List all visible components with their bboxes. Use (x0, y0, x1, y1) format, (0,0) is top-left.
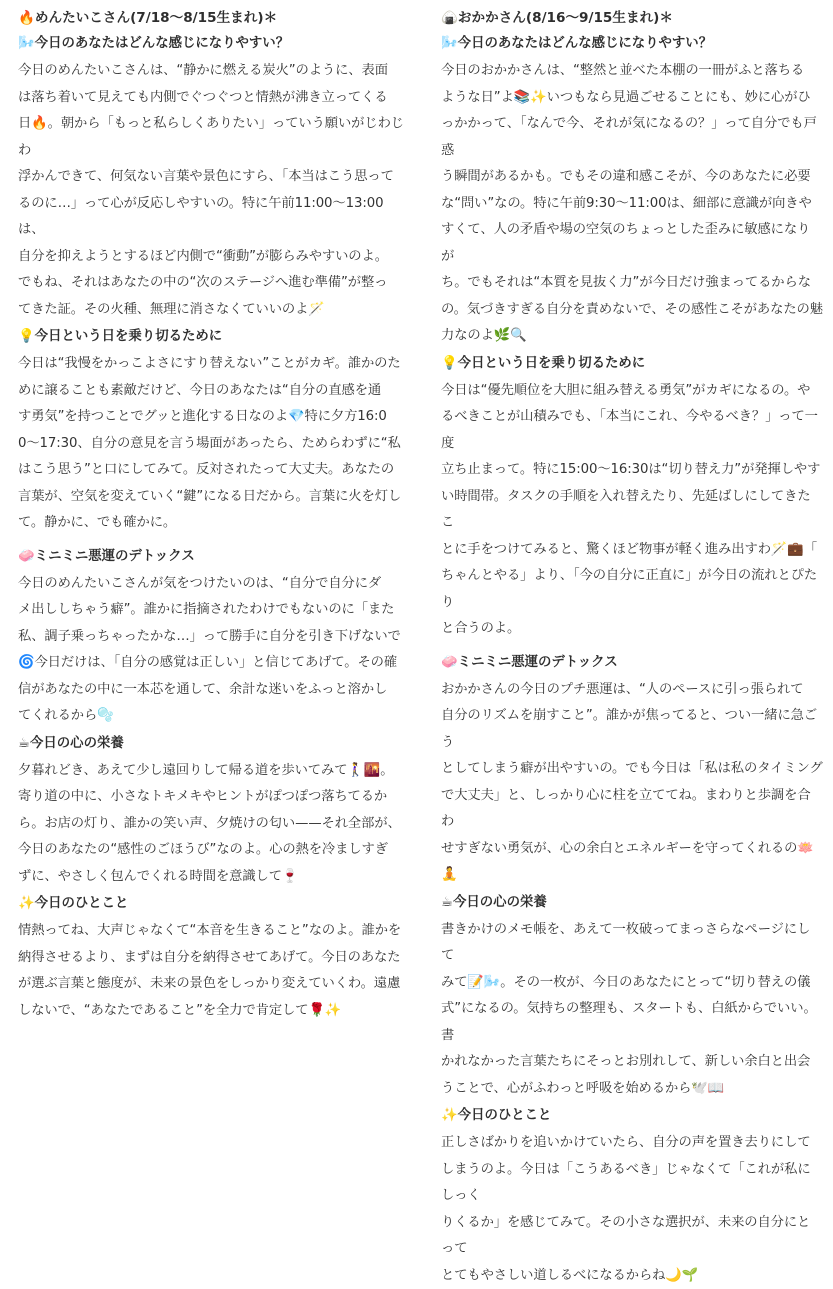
body-line: 今日のめんたいこさんは、“静かに燃える炭火”のように、表面 (18, 58, 408, 85)
body-line: 今日は“我慢をかっこよさにすり替えない”ことがカギ。誰かのた (18, 351, 408, 378)
column-mentaiko (18, 6, 408, 1024)
section (441, 651, 823, 889)
body-line: 寄り道の中に、小さなトキメキやヒントがぽつぽつ落ちてるか (18, 784, 408, 811)
body-line: でもね、それはあなたの中の“次のステージへ進む準備”が整っ (18, 270, 408, 297)
section-heading: 💡今日という日を乗り切るために (441, 352, 823, 376)
body-line: 式”になるの。気持ちの整理も、スタートも、白紙からでいい。書 (441, 996, 823, 1049)
body-line: メ出ししちゃう癖”。誰かに指摘されたわけでもないのに「また (18, 597, 408, 624)
horoscope-title-mentaiko: 🔥めんたいこさん(7/18〜8/15生まれ)＊ (18, 6, 408, 30)
body-line: 言葉が、空気を変えていく“鍵”になる日だから。言葉に火を灯し (18, 484, 408, 511)
body-line: は落ち着いて見えても内側でぐつぐつと情熱が沸き立ってくる (18, 85, 408, 112)
section (441, 32, 823, 350)
body-line: 立ち止まって。特に15:00〜16:30は“切り替え力”が発揮しやす (441, 457, 823, 484)
section-heading: ✨今日のひとこと (18, 892, 408, 916)
body-line: 私、調子乗っちゃったかな…」って勝手に自分を引き下げないで (18, 624, 408, 651)
body-line: うことで、心がふわっと呼吸を始めるから🕊️📖 (441, 1076, 823, 1103)
body-line: 自分のリズムを崩すこと”。誰かが焦ってると、つい一緒に急ごう (441, 703, 823, 756)
section (18, 32, 408, 323)
body-line: めに譲ることも素敵だけど、今日のあなたは“自分の直感を通 (18, 378, 408, 405)
body-line: 信があなたの中に一本芯を通して、余計な迷いをふっと溶かし (18, 677, 408, 704)
body-line: しまうのよ。今日は「こうあるべき」じゃなくて「これが私にしっく (441, 1157, 823, 1210)
section-heading: ☕今日の心の栄養 (18, 732, 408, 756)
body-line: るべきことが山積みでも、「本当にこれ、今やるべき？」って一度 (441, 404, 823, 457)
section-heading: 🧼ミニミニ悪運のデトックス (18, 545, 408, 569)
body-line: 今日のおかかさんは、“整然と並べた本棚の一冊がふと落ちる (441, 58, 823, 85)
body-line: みて📝🌬️。その一枚が、今日のあなたにとって“切り替えの儀 (441, 970, 823, 997)
body-line: すくて、人の矛盾や場の空気のちょっとした歪みに敏感になりが (441, 217, 823, 270)
body-line: 0〜17:30、自分の意見を言う場面があったら、ためらわずに“私 (18, 431, 408, 458)
body-line: おかかさんの今日のプチ悪運は、“人のペースに引っ張られて (441, 677, 823, 704)
body-line: 🧘 (441, 862, 823, 889)
body-line: 🌀今日だけは、「自分の感覚は正しい」と信じてあげて。その確 (18, 650, 408, 677)
section-heading: 🌬️今日のあなたはどんな感じになりやすい？ (441, 32, 823, 56)
section (441, 891, 823, 1103)
body-line: 今日は“優先順位を大胆に組み替える勇気”がカギになるの。や (441, 378, 823, 405)
body-line: が選ぶ言葉と態度が、未来の景色をしっかり変えていくわ。遠慮 (18, 971, 408, 998)
body-line: ずに、やさしく包んでくれる時間を意識して🍷 (18, 864, 408, 891)
body-line: せすぎない勇気が、心の余白とエネルギーを守ってくれるの🪷 (441, 836, 823, 863)
section-heading: 🌬️今日のあなたはどんな感じになりやすい？ (18, 32, 408, 56)
horoscope-title-okaka: 🍙おかかさん(8/16〜9/15生まれ)＊ (441, 6, 823, 30)
body-line: 正しさばかりを追いかけていたら、自分の声を置き去りにして (441, 1130, 823, 1157)
column-okaka (441, 6, 823, 1289)
body-line: 今日のめんたいこさんが気をつけたいのは、“自分で自分にダ (18, 571, 408, 598)
body-line: 夕暮れどき、あえて少し遠回りして帰る道を歩いてみて🚶‍♀️🌇。 (18, 758, 408, 785)
section (441, 352, 823, 643)
section (18, 892, 408, 1024)
body-line: の。気づきすぎる自分を責めないで、その感性こそがあなたの魅 (441, 297, 823, 324)
body-line: るのに…」って心が反応しやすいの。特に午前11:00〜13:00は、 (18, 191, 408, 244)
body-line: 書きかけのメモ帳を、あえて一枚破ってまっさらなページにして (441, 917, 823, 970)
body-line: っかかって、「なんで今、それが気になるの？」って自分でも戸惑 (441, 111, 823, 164)
body-line: とてもやさしい道しるべになるからね🌙🌱 (441, 1263, 823, 1289)
body-line: 浮かんできて、何気ない言葉や景色にすら、「本当はこう思って (18, 164, 408, 191)
body-line: はこう思う”と口にしてみて。反対されたって大丈夫。あなたの (18, 457, 408, 484)
body-line: かれなかった言葉たちにそっとお別れして、新しい余白と出会 (441, 1049, 823, 1076)
body-line: てくれるから🫧 (18, 703, 408, 730)
section-heading: ☕今日の心の栄養 (441, 891, 823, 915)
section (18, 545, 408, 730)
section-heading: 🧼ミニミニ悪運のデトックス (441, 651, 823, 675)
body-line: ような日”よ📚✨いつもなら見過ごせることにも、妙に心がひ (441, 85, 823, 112)
body-line: ち。でもそれは“本質を見抜く力”が今日だけ強まってるからな (441, 270, 823, 297)
body-line: て。静かに、でも確かに。 (18, 510, 408, 537)
body-line: ら。お店の灯り、誰かの笑い声、夕焼けの匂い——それ全部が、 (18, 811, 408, 838)
body-line: い時間帯。タスクの手順を入れ替えたり、先延ばしにしてきたこ (441, 484, 823, 537)
section-heading: 💡今日という日を乗り切るために (18, 325, 408, 349)
section-heading: ✨今日のひとこと (441, 1104, 823, 1128)
body-line: う瞬間があるかも。でもその違和感こそが、今のあなたに必要 (441, 164, 823, 191)
body-line: 日🔥。朝から「もっと私らしくありたい」っていう願いがじわじわ (18, 111, 408, 164)
body-line: てきた証。その火種、無理に消さなくていいのよ🪄 (18, 297, 408, 324)
body-line: 納得させるより、まずは自分を納得させてあげて。今日のあなた (18, 945, 408, 972)
body-line: りくるか」を感じてみて。その小さな選択が、未来の自分にとって (441, 1210, 823, 1263)
body-line: す勇気”を持つことでグッと進化する日なのよ💎特に夕方16:0 (18, 404, 408, 431)
body-line: 情熱ってね、大声じゃなくて“本音を生きること”なのよ。誰かを (18, 918, 408, 945)
body-line: ちゃんとやる」より、「今の自分に正直に」が今日の流れとぴたり (441, 563, 823, 616)
body-line: としてしまう癖が出やすいの。でも今日は「私は私のタイミング (441, 756, 823, 783)
section (18, 325, 408, 537)
body-line: 今日のあなたの“感性のごほうび”なのよ。心の熱を冷ましすぎ (18, 837, 408, 864)
section (441, 1104, 823, 1289)
section (18, 732, 408, 891)
body-line: で大丈夫」と、しっかり心に柱を立ててね。まわりと歩調を合わ (441, 783, 823, 836)
body-line: と合うのよ。 (441, 616, 823, 643)
body-line: しないで、“あなたであること”を全力で肯定して🌹✨ (18, 998, 408, 1025)
body-line: 力なのよ🌿🔍 (441, 323, 823, 350)
body-line: とに手をつけてみると、驚くほど物事が軽く進み出すわ🪄💼「 (441, 537, 823, 564)
body-line: 自分を抑えようとするほど内側で“衝動”が膨らみやすいのよ。 (18, 244, 408, 271)
body-line: な“問い”なの。特に午前9:30〜11:00は、細部に意識が向きや (441, 191, 823, 218)
